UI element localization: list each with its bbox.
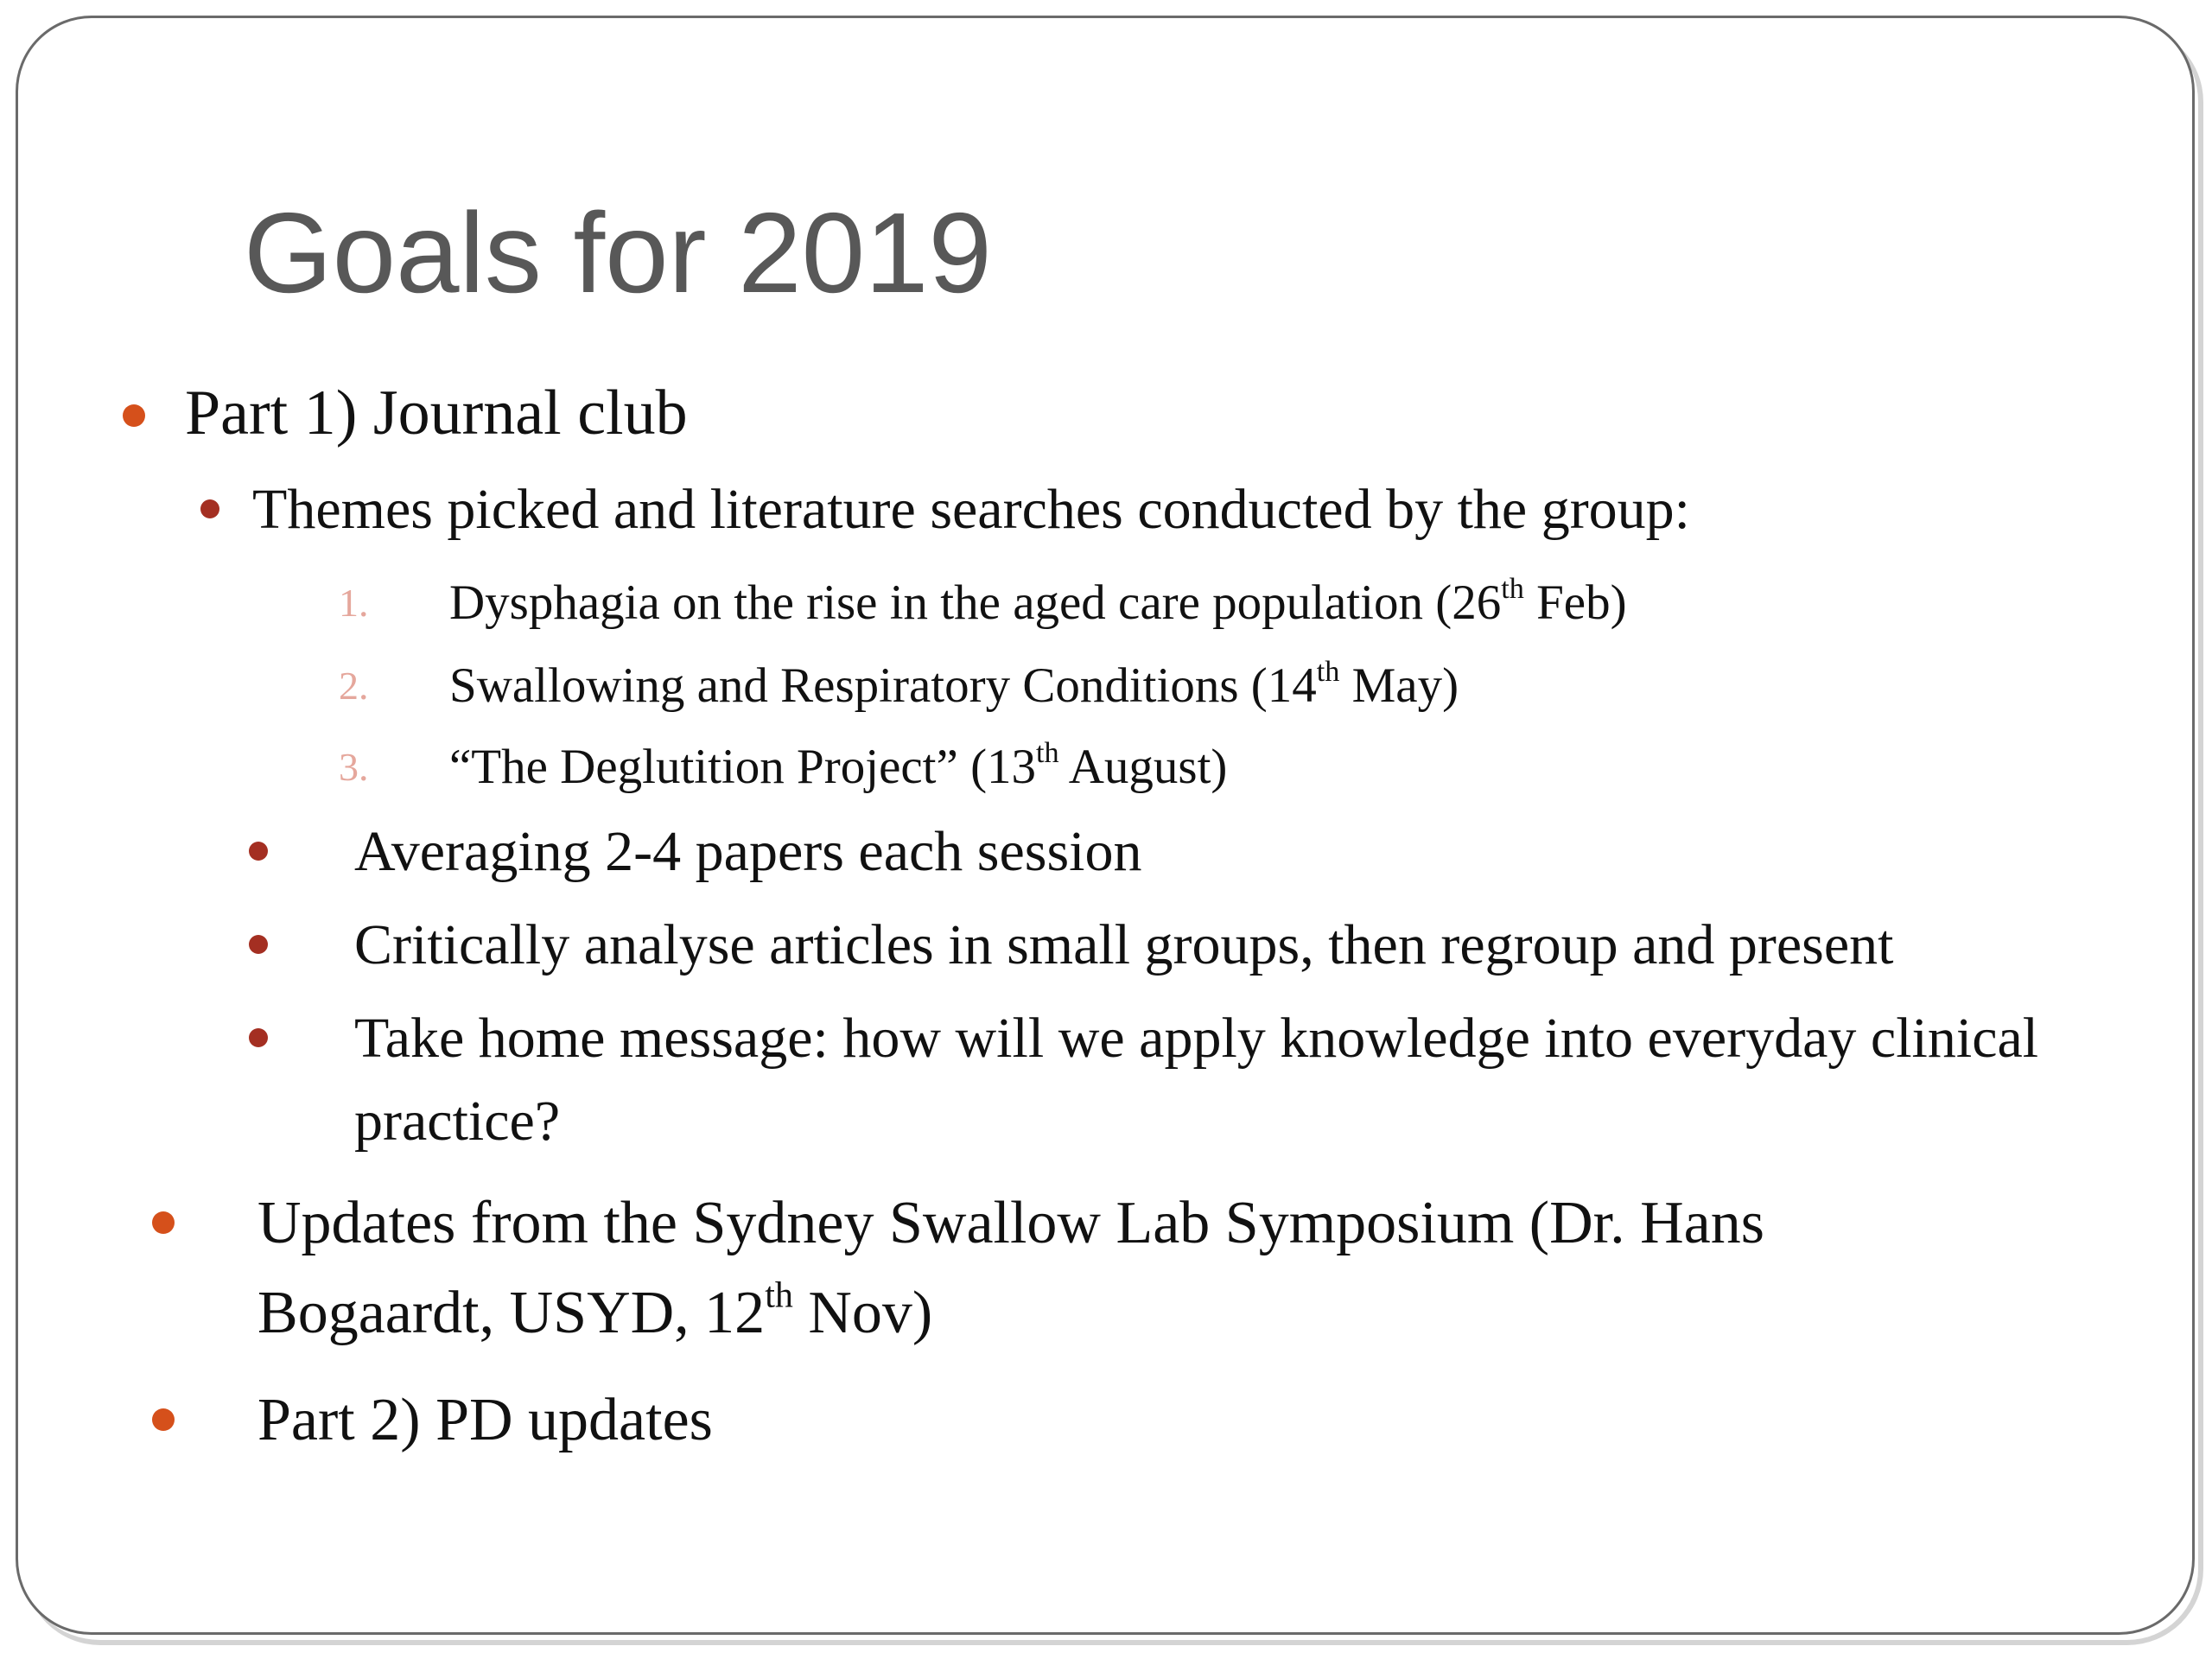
bullet-dot <box>249 842 268 861</box>
theme-text: Swallowing and Respiratory Conditions (14 <box>449 658 1317 713</box>
theme-ordinal: th <box>1501 573 1524 606</box>
theme-text-end: Feb) <box>1523 575 1627 630</box>
bullet-dot <box>200 499 219 518</box>
theme-ordinal: th <box>1316 656 1340 689</box>
slide-title: Goals for 2019 <box>244 189 992 316</box>
take-home-line-continued: practice? <box>354 1090 561 1153</box>
updates-text-end: Nov) <box>792 1280 933 1346</box>
theme-text: Dysphagia on the rise in the aged care population (26 <box>449 575 1502 630</box>
point-item: Critically analyse articles in small groups, then regroup and present <box>354 913 1894 976</box>
theme-item <box>449 562 1627 645</box>
theme-text-end: May) <box>1339 658 1459 713</box>
bullet-dot <box>249 935 268 954</box>
updates-text: Bogaardt, USYD, 12 <box>257 1280 766 1346</box>
theme-number: 1. <box>339 581 369 625</box>
theme-text-end: August) <box>1058 740 1228 794</box>
take-home-line: Take home message: how will we apply knowledge into everyday clinical <box>354 1007 2039 1070</box>
theme-ordinal: th <box>1036 737 1059 770</box>
themes-intro: Themes picked and literature searches conducted by the group: <box>252 478 1691 541</box>
theme-text: “The Deglutition Project” (13 <box>449 740 1037 794</box>
theme-item <box>449 645 1459 728</box>
bullet-dot <box>123 404 145 427</box>
bullet-dot <box>152 1211 175 1234</box>
updates-line: Updates from the Sydney Swallow Lab Symposium (Dr. Hans <box>257 1190 1764 1256</box>
part1-heading: Part 1) Journal club <box>185 378 688 448</box>
updates-line-continued <box>257 1270 932 1357</box>
point-item: Averaging 2-4 papers each session <box>354 820 1142 883</box>
theme-item <box>449 726 1227 809</box>
bullet-dot <box>152 1408 175 1431</box>
part2-heading: Part 2) PD updates <box>257 1387 713 1453</box>
updates-ordinal: th <box>765 1275 793 1316</box>
bullet-dot <box>249 1028 268 1047</box>
theme-number: 3. <box>339 745 369 789</box>
theme-number: 2. <box>339 664 369 708</box>
